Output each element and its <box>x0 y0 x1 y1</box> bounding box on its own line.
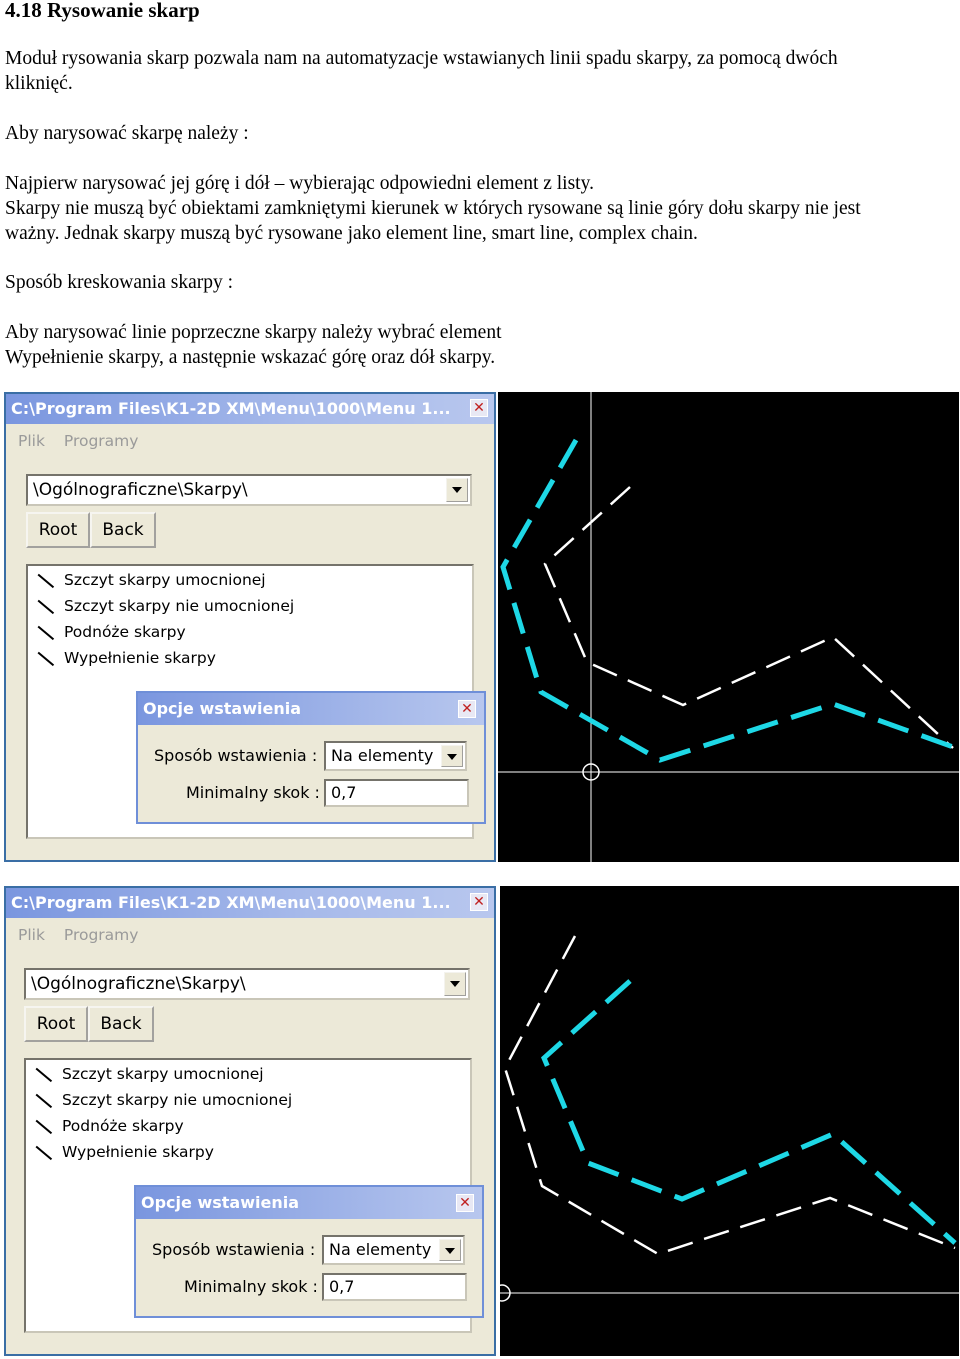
slope-drawing <box>498 392 959 862</box>
section-heading: 4.18 Rysowanie skarp <box>5 0 200 22</box>
menu-bar <box>18 432 152 450</box>
list-item-label: Szczyt skarpy nie umocnionej <box>62 1091 293 1109</box>
close-icon[interactable]: ✕ <box>470 893 488 911</box>
dialog-title: Opcje wstawienia <box>138 693 484 725</box>
menu-programy[interactable]: Programy <box>63 926 139 944</box>
list-item-label: Szczyt skarpy nie umocnionej <box>64 597 295 615</box>
slope-bottom-line <box>505 936 955 1254</box>
list-item-label: Szczyt skarpy umocnionej <box>62 1065 264 1083</box>
slope-bottom-line <box>545 487 953 748</box>
list-item[interactable] <box>34 1140 214 1164</box>
method-value: Na elementy <box>329 1240 432 1259</box>
close-icon[interactable]: ✕ <box>456 1194 474 1212</box>
hatching-line-1: Aby narysować linie poprzeczne skarpy należy wybrać element <box>5 322 502 343</box>
line-icon <box>34 1068 52 1082</box>
slope-top-line <box>544 981 955 1243</box>
slope-drawing <box>500 886 959 1356</box>
close-icon[interactable]: ✕ <box>458 700 476 718</box>
step-value: 0,7 <box>331 783 357 802</box>
line-icon <box>36 600 54 614</box>
list-item[interactable] <box>36 594 294 618</box>
chevron-down-icon[interactable] <box>441 745 463 767</box>
method-select[interactable] <box>322 1235 465 1265</box>
step-label: Minimalny skok : <box>186 783 320 802</box>
window-titlebar <box>6 394 494 424</box>
line-icon <box>36 626 54 640</box>
hatching-line-2: Wypełnienie skarpy, a następnie wskazać górę oraz dół skarpy. <box>5 347 496 368</box>
step-line-2: Skarpy nie muszą być obiektami zamkniętymi kierunek w których rysowane są linie góry dołu skarpy nie jest <box>5 198 861 219</box>
step-line-1: Najpierw narysować jej górę i dół – wybierając odpowiedni element z listy. <box>5 173 594 194</box>
how-to-draw-intro: Aby narysować skarpę należy : <box>5 123 249 144</box>
step-line-3: ważny. Jednak skarpy muszą być rysowane jako element line, smart line, complex chain. <box>5 223 698 244</box>
method-label: Sposób wstawienia : <box>152 1240 316 1259</box>
insert-options-dialog <box>136 691 486 824</box>
chevron-down-icon[interactable] <box>446 478 468 502</box>
list-item-label: Podnóże skarpy <box>64 623 186 641</box>
step-label: Minimalny skok : <box>184 1277 318 1296</box>
path-value: \Ogólnograficzne\Skarpy\ <box>33 480 248 500</box>
method-select[interactable] <box>324 741 467 771</box>
menu-plik[interactable]: Plik <box>18 926 45 944</box>
list-item[interactable] <box>34 1062 264 1086</box>
line-icon <box>34 1120 52 1134</box>
line-icon <box>34 1094 52 1108</box>
chevron-down-icon[interactable] <box>444 972 466 996</box>
step-input[interactable] <box>324 779 469 807</box>
list-item-label: Wypełnienie skarpy <box>62 1143 214 1161</box>
intro-line-1: Moduł rysowania skarp pozwala nam na automatyzacje wstawianych linii spadu skarpy, za pomocą dwóch <box>5 48 838 69</box>
menu-plik[interactable]: Plik <box>18 432 45 450</box>
menu-bar <box>18 926 152 944</box>
list-item[interactable] <box>36 568 266 592</box>
list-item[interactable] <box>36 646 216 670</box>
menu-window <box>4 886 496 1356</box>
list-item[interactable] <box>34 1088 292 1112</box>
list-item[interactable] <box>36 620 186 644</box>
back-button[interactable]: Back <box>90 512 156 548</box>
list-item[interactable] <box>34 1114 184 1138</box>
window-titlebar <box>6 888 494 918</box>
chevron-down-icon[interactable] <box>439 1239 461 1261</box>
intro-line-2: kliknięć. <box>5 73 73 94</box>
method-label: Sposób wstawienia : <box>154 746 318 765</box>
menu-programy[interactable]: Programy <box>63 432 139 450</box>
menu-window <box>4 392 496 862</box>
line-icon <box>36 574 54 588</box>
path-value: \Ogólnograficzne\Skarpy\ <box>31 974 246 994</box>
line-icon <box>36 652 54 666</box>
method-value: Na elementy <box>331 746 434 765</box>
window-title: C:\Program Files\K1-2D XM\Menu\1000\Menu 1... <box>11 893 451 912</box>
path-select[interactable] <box>26 474 472 506</box>
cad-viewport[interactable] <box>498 392 959 862</box>
close-icon[interactable]: ✕ <box>470 399 488 417</box>
list-item-label: Szczyt skarpy umocnionej <box>64 571 266 589</box>
line-icon <box>34 1146 52 1160</box>
list-item-label: Wypełnienie skarpy <box>64 649 216 667</box>
insert-options-dialog <box>134 1185 484 1318</box>
hatching-heading: Sposób kreskowania skarpy : <box>5 272 234 293</box>
screenshot-1 <box>4 392 959 862</box>
cad-viewport[interactable] <box>500 886 959 1356</box>
step-input[interactable] <box>322 1273 467 1301</box>
back-button[interactable]: Back <box>88 1006 154 1042</box>
list-item-label: Podnóże skarpy <box>62 1117 184 1135</box>
slope-top-line <box>503 440 956 760</box>
dialog-title: Opcje wstawienia <box>136 1187 482 1219</box>
screenshot-2 <box>4 886 959 1356</box>
root-button[interactable]: Root <box>26 512 90 548</box>
path-select[interactable] <box>24 968 470 1000</box>
step-value: 0,7 <box>329 1277 355 1296</box>
root-button[interactable]: Root <box>24 1006 88 1042</box>
window-title: C:\Program Files\K1-2D XM\Menu\1000\Menu 1... <box>11 399 451 418</box>
